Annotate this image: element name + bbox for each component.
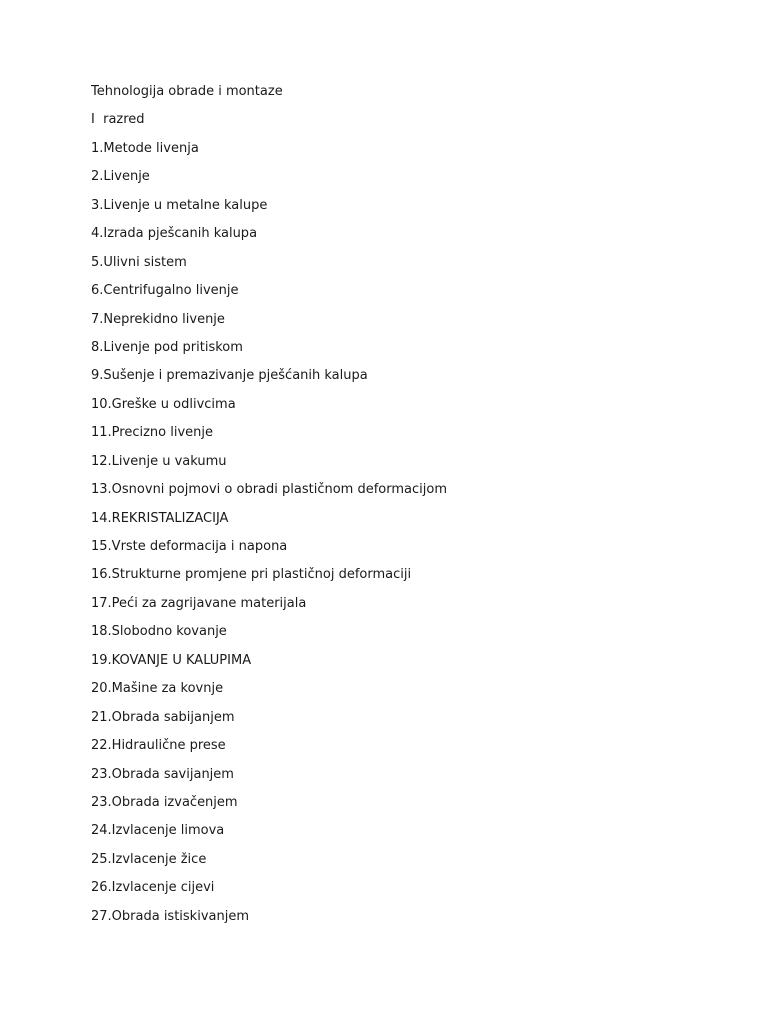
list-item: 15.Vrste deformacija i napona — [91, 539, 288, 554]
list-item: 26.Izvlacenje cijevi — [91, 880, 215, 896]
list-item: 7.Neprekidno livenje — [91, 311, 225, 327]
list-item: 4.Izrada pješcanih kalupa — [91, 226, 258, 242]
list-item: 14.REKRISTALIZACIJA — [91, 510, 229, 526]
list-item: 1.Metode livenja — [91, 140, 199, 156]
list-item: 2.Livenje — [91, 169, 150, 185]
list-item: 23.Obrada savijanjem — [91, 766, 234, 782]
list-item: 21.Obrada sabijanjem — [91, 709, 235, 725]
list-item: 16.Strukturne promjene pri plastičnoj deformaciji — [91, 567, 412, 583]
list-item: 10.Greške u odlivcima — [91, 396, 236, 412]
list-item: 18.Slobodno kovanje — [91, 624, 227, 640]
list-item: 9.Sušenje i premazivanje pješćanih kalupa — [91, 368, 368, 384]
list-item: 13.Osnovni pojmovi o obradi plastičnom deformacijom — [91, 482, 447, 498]
list-item: 6.Centrifugalno livenje — [91, 283, 239, 299]
list-item: 3.Livenje u metalne kalupe — [91, 197, 268, 213]
list-item: 20.Mašine za kovnje — [91, 681, 224, 697]
list-item: 27.Obrada istiskivanjem — [91, 908, 249, 924]
list-item: 5.Ulivni sistem — [91, 254, 187, 270]
list-item: 19.KOVANJE U KALUPIMA — [91, 652, 252, 668]
topic-list — [91, 141, 711, 925]
list-item: 8.Livenje pod pritiskom — [91, 339, 243, 355]
document-subtitle: I razred — [91, 112, 145, 128]
list-item: 17.Peći za zagrijavane materijala — [91, 595, 307, 611]
list-item: 11.Precizno livenje — [91, 425, 214, 441]
list-item: 25.Izvlacenje žice — [91, 851, 207, 867]
list-item: 22.Hidraulične prese — [91, 738, 226, 754]
document-title: Tehnologija obrade i montaze — [91, 84, 283, 99]
list-item: 12.Livenje u vakumu — [91, 453, 227, 469]
document-content — [91, 84, 711, 937]
list-item: 23.Obrada izvačenjem — [91, 794, 238, 810]
list-item: 24.Izvlacenje limova — [91, 823, 225, 839]
